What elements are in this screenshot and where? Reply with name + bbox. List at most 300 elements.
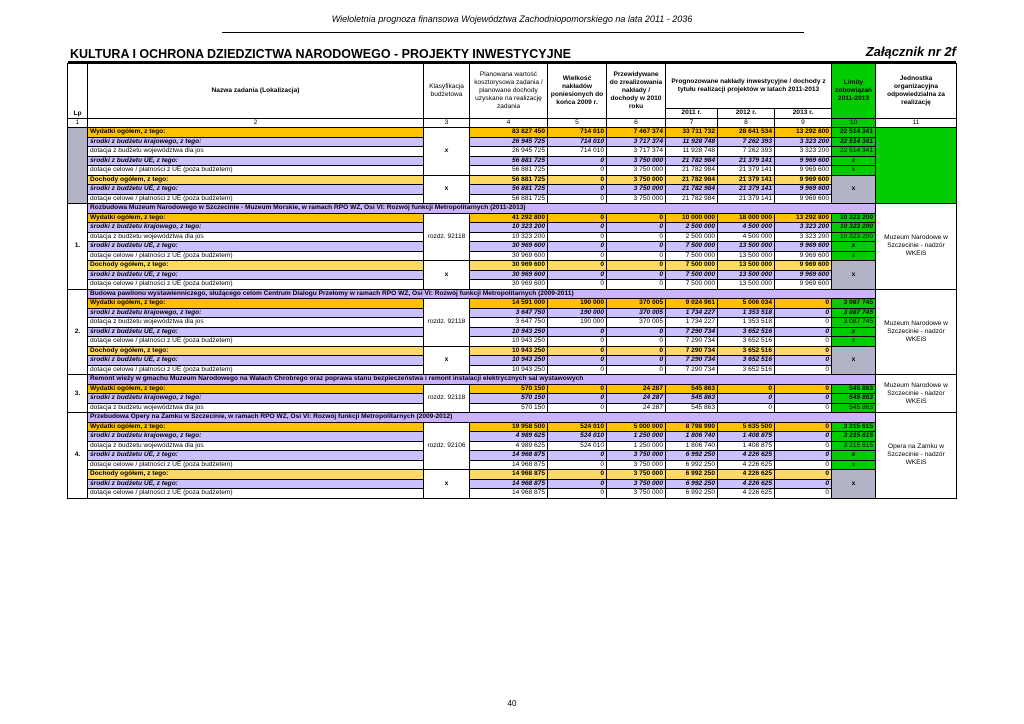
table-row — [68, 356, 957, 366]
value-cell: 0 — [775, 394, 832, 404]
value-cell: 0 — [548, 242, 607, 252]
limit-cell: 545 863 — [832, 403, 876, 413]
value-cell: 0 — [548, 451, 607, 461]
value-cell: 3 750 000 — [607, 470, 666, 480]
table-row — [68, 403, 957, 413]
classification: x — [424, 346, 470, 375]
value-cell: 0 — [775, 403, 832, 413]
table-row — [68, 128, 957, 138]
value-cell: 56 881 725 — [470, 194, 548, 204]
value-cell: 6 992 250 — [666, 489, 718, 499]
header-lp: Lp — [68, 64, 88, 119]
value-cell: 21 379 141 — [718, 156, 775, 166]
value-cell: 9 969 600 — [775, 270, 832, 280]
project-title-row — [68, 375, 957, 385]
value-cell: 370 005 — [607, 308, 666, 318]
summary-lp — [68, 128, 88, 204]
project-name: Remont wieży w gmachu Muzeum Narodowego na Wałach Chrobrego oraz poprawa stanu bezpieczeństwa i remont instalacji elektrycznych sal wystawowych — [88, 375, 876, 385]
value-cell: 0 — [548, 346, 607, 356]
value-cell: 13 500 000 — [718, 242, 775, 252]
value-cell: 5 635 500 — [718, 422, 775, 432]
value-cell: 0 — [607, 346, 666, 356]
table-row — [68, 460, 957, 470]
classification: x — [424, 470, 470, 499]
table-row — [68, 261, 957, 271]
table-row — [68, 185, 957, 195]
colnum: 6 — [607, 118, 666, 128]
value-cell: 0 — [718, 403, 775, 413]
page-title: KULTURA I OCHRONA DZIEDZICTWA NARODOWEGO - PROJEKTY INWESTYCYJNE — [70, 47, 571, 61]
value-cell: 0 — [607, 280, 666, 290]
value-cell: 21 782 984 — [666, 175, 718, 185]
table-row — [68, 479, 957, 489]
value-cell: 18 000 000 — [718, 213, 775, 223]
value-cell: 7 262 393 — [718, 137, 775, 147]
value-cell: 0 — [548, 356, 607, 366]
value-cell: 30 969 600 — [470, 280, 548, 290]
value-cell: 3 750 000 — [607, 185, 666, 195]
value-cell: 4 989 625 — [470, 432, 548, 442]
value-cell: 83 827 450 — [470, 128, 548, 138]
value-cell: 21 379 141 — [718, 166, 775, 176]
row-label: środki z budżetu UE, z tego: — [88, 242, 424, 252]
value-cell: 2 500 000 — [666, 223, 718, 233]
value-cell: 9 969 600 — [775, 280, 832, 290]
value-cell: 0 — [548, 251, 607, 261]
value-cell: 0 — [607, 270, 666, 280]
value-cell: 0 — [548, 194, 607, 204]
value-cell: 7 290 734 — [666, 337, 718, 347]
colnum: 2 — [88, 118, 424, 128]
value-cell: 0 — [775, 327, 832, 337]
row-label: dotacje celowe / płatności z UE (poza budżetem) — [88, 194, 424, 204]
value-cell: 4 989 625 — [470, 441, 548, 451]
value-cell: 24 287 — [607, 403, 666, 413]
value-cell: 0 — [607, 261, 666, 271]
value-cell: 0 — [548, 327, 607, 337]
value-cell: 33 711 732 — [666, 128, 718, 138]
value-cell: 3 652 516 — [718, 346, 775, 356]
limit-cell: x — [832, 175, 876, 204]
table-row — [68, 137, 957, 147]
value-cell: 10 323 200 — [470, 232, 548, 242]
project-lp: 4. — [68, 413, 88, 499]
value-cell: 3 647 750 — [470, 318, 548, 328]
value-cell: 14 968 875 — [470, 451, 548, 461]
header-year-2013: 2013 r. — [775, 109, 832, 119]
value-cell: 0 — [718, 384, 775, 394]
header-row — [68, 64, 957, 109]
row-label: środki z budżetu UE, z tego: — [88, 327, 424, 337]
value-cell: 3 750 000 — [607, 194, 666, 204]
value-cell: 3 652 516 — [718, 365, 775, 375]
value-cell: 13 500 000 — [718, 251, 775, 261]
value-cell: 3 717 374 — [607, 137, 666, 147]
value-cell: 3 750 000 — [607, 166, 666, 176]
value-cell: 0 — [607, 365, 666, 375]
value-cell: 0 — [548, 384, 607, 394]
colnum: 4 — [470, 118, 548, 128]
row-label: dotacja z budżetu województwa dla jos — [88, 403, 424, 413]
limit-cell: x — [832, 451, 876, 461]
colnum: 8 — [718, 118, 775, 128]
value-cell: 3 652 516 — [718, 327, 775, 337]
value-cell: 7 290 734 — [666, 365, 718, 375]
value-cell: 4 226 625 — [718, 479, 775, 489]
value-cell: 8 798 990 — [666, 422, 718, 432]
value-cell: 26 945 725 — [470, 137, 548, 147]
value-cell: 0 — [718, 394, 775, 404]
value-cell: 524 010 — [548, 422, 607, 432]
value-cell: 9 969 600 — [775, 194, 832, 204]
value-cell: 1 806 740 — [666, 441, 718, 451]
colnum: 3 — [424, 118, 470, 128]
value-cell: 21 782 984 — [666, 194, 718, 204]
value-cell: 0 — [775, 365, 832, 375]
table-row — [68, 232, 957, 242]
value-cell: 0 — [775, 422, 832, 432]
value-cell: 0 — [548, 232, 607, 242]
value-cell: 2 500 000 — [666, 232, 718, 242]
value-cell: 0 — [775, 318, 832, 328]
value-cell: 3 717 374 — [607, 147, 666, 157]
value-cell: 4 226 625 — [718, 460, 775, 470]
colnum: 9 — [775, 118, 832, 128]
table-row — [68, 327, 957, 337]
table-row — [68, 365, 957, 375]
value-cell: 56 881 725 — [470, 185, 548, 195]
value-cell: 21 379 141 — [718, 194, 775, 204]
row-label: środki z budżetu UE, z tego: — [88, 185, 424, 195]
value-cell: 524 010 — [548, 441, 607, 451]
value-cell: 0 — [548, 156, 607, 166]
value-cell: 0 — [775, 299, 832, 309]
project-title-row — [68, 413, 957, 423]
value-cell: 11 928 748 — [666, 137, 718, 147]
table-row — [68, 489, 957, 499]
value-cell: 10 943 250 — [470, 356, 548, 366]
limit-cell: 3 087 745 — [832, 299, 876, 309]
row-label: środki z budżetu UE, z tego: — [88, 270, 424, 280]
project-unit: Muzeum Narodowe w Szczecinie - nadzór WKEiS — [876, 375, 957, 413]
value-cell: 14 591 000 — [470, 299, 548, 309]
value-cell: 4 500 000 — [718, 232, 775, 242]
table-row — [68, 280, 957, 290]
limit-cell: 10 323 200 — [832, 232, 876, 242]
value-cell: 4 226 625 — [718, 489, 775, 499]
value-cell: 714 010 — [548, 128, 607, 138]
value-cell: 1 250 000 — [607, 432, 666, 442]
value-cell: 26 945 725 — [470, 147, 548, 157]
header-unit: Jednostka organizacyjna odpowiedzialna za realizację — [876, 64, 957, 119]
table-row — [68, 318, 957, 328]
value-cell: 0 — [548, 175, 607, 185]
header-planned-2010: Przewidywane do zrealizowania nakłady / dochody w 2010 roku — [607, 64, 666, 119]
value-cell: 0 — [548, 394, 607, 404]
investment-table — [67, 63, 957, 499]
value-cell: 3 323 200 — [775, 223, 832, 233]
value-cell: 21 379 141 — [718, 185, 775, 195]
table-row — [68, 175, 957, 185]
limit-cell: x — [832, 470, 876, 499]
value-cell: 545 863 — [666, 403, 718, 413]
annex-label: Załącznik nr 2f — [865, 44, 956, 59]
project-name: Budowa pawilonu wystawienniczego, służącego celom Centrum Dialogu Przełomy w ramach RPO WZ, Osi VI: Rozwój funkcji Metropolitarnych (2009-2011) — [88, 289, 876, 299]
value-cell: 9 969 600 — [775, 156, 832, 166]
row-label: dotacja z budżetu województwa dla jos — [88, 441, 424, 451]
value-cell: 0 — [548, 337, 607, 347]
value-cell: 0 — [775, 489, 832, 499]
value-cell: 570 150 — [470, 403, 548, 413]
value-cell: 9 024 961 — [666, 299, 718, 309]
value-cell: 1 734 227 — [666, 308, 718, 318]
row-label: środki z budżetu krajowego, z tego: — [88, 223, 424, 233]
row-label: środki z budżetu krajowego, z tego: — [88, 394, 424, 404]
value-cell: 3 652 516 — [718, 337, 775, 347]
table-row — [68, 213, 957, 223]
value-cell: 56 881 725 — [470, 156, 548, 166]
limit-cell: 3 087 745 — [832, 318, 876, 328]
value-cell: 4 226 625 — [718, 470, 775, 480]
value-cell: 1 353 518 — [718, 318, 775, 328]
header-planned-cost: Planowana wartość kosztorysowa zadania / planowane dochody uzyskane na realizację zadania — [470, 64, 548, 119]
row-label: dotacje celowe / płatności z UE (poza budżetem) — [88, 365, 424, 375]
value-cell: 0 — [607, 242, 666, 252]
value-cell: 714 010 — [548, 137, 607, 147]
value-cell: 545 863 — [666, 384, 718, 394]
value-cell: 14 968 875 — [470, 460, 548, 470]
header-name: Nazwa zadania (Lokalizacja) — [88, 64, 424, 119]
table-row — [68, 223, 957, 233]
table-row — [68, 147, 957, 157]
value-cell: 7 262 393 — [718, 147, 775, 157]
value-cell: 7 500 000 — [666, 270, 718, 280]
value-cell: 190 000 — [548, 308, 607, 318]
value-cell: 0 — [548, 365, 607, 375]
value-cell: 0 — [548, 185, 607, 195]
limit-cell: 3 215 615 — [832, 432, 876, 442]
row-label: Wydatki ogółem, z tego: — [88, 422, 424, 432]
colnum: 10 — [832, 118, 876, 128]
value-cell: 0 — [548, 470, 607, 480]
header-rule — [222, 32, 804, 33]
row-label: dotacja z budżetu województwa dla jos — [88, 147, 424, 157]
table-row — [68, 156, 957, 166]
row-label: Dochody ogółem, z tego: — [88, 175, 424, 185]
value-cell: 19 958 500 — [470, 422, 548, 432]
value-cell: 0 — [775, 432, 832, 442]
value-cell: 0 — [607, 327, 666, 337]
limit-cell: x — [832, 166, 876, 176]
colnum: 7 — [666, 118, 718, 128]
value-cell: 6 992 250 — [666, 451, 718, 461]
row-label: Dochody ogółem, z tego: — [88, 470, 424, 480]
project-title-row — [68, 204, 957, 214]
value-cell: 570 150 — [470, 384, 548, 394]
row-label: Dochody ogółem, z tego: — [88, 261, 424, 271]
value-cell: 0 — [548, 213, 607, 223]
value-cell: 10 943 250 — [470, 337, 548, 347]
table-row — [68, 441, 957, 451]
row-label: Wydatki ogółem, z tego: — [88, 213, 424, 223]
value-cell: 7 500 000 — [666, 251, 718, 261]
value-cell: 0 — [607, 337, 666, 347]
row-label: środki z budżetu krajowego, z tego: — [88, 432, 424, 442]
row-label: Wydatki ogółem, z tego: — [88, 299, 424, 309]
value-cell: 6 992 250 — [666, 460, 718, 470]
project-lp: 3. — [68, 375, 88, 413]
value-cell: 13 500 000 — [718, 280, 775, 290]
limit-cell: x — [832, 251, 876, 261]
value-cell: 0 — [775, 308, 832, 318]
table-body — [68, 64, 957, 499]
column-number-row — [68, 118, 957, 128]
table-row — [68, 451, 957, 461]
value-cell: 10 943 250 — [470, 327, 548, 337]
classification: rozdz. 92118 — [424, 213, 470, 261]
value-cell: 3 750 000 — [607, 489, 666, 499]
value-cell: 1 806 740 — [666, 432, 718, 442]
limit-cell: 545 863 — [832, 384, 876, 394]
value-cell: 570 150 — [470, 394, 548, 404]
value-cell: 21 782 984 — [666, 185, 718, 195]
row-label: dotacje celowe / płatności z UE (poza budżetem) — [88, 460, 424, 470]
value-cell: 14 968 875 — [470, 470, 548, 480]
value-cell: 0 — [548, 166, 607, 176]
value-cell: 30 969 600 — [470, 261, 548, 271]
value-cell: 0 — [548, 261, 607, 271]
value-cell: 11 928 748 — [666, 147, 718, 157]
value-cell: 24 287 — [607, 384, 666, 394]
value-cell: 0 — [548, 489, 607, 499]
value-cell: 7 290 734 — [666, 356, 718, 366]
limit-cell: x — [832, 242, 876, 252]
row-label: Dochody ogółem, z tego: — [88, 346, 424, 356]
table-row — [68, 432, 957, 442]
classification: rozdz. 92118 — [424, 299, 470, 347]
value-cell: 3 647 750 — [470, 308, 548, 318]
value-cell: 13 500 000 — [718, 261, 775, 271]
table-row — [68, 242, 957, 252]
limit-cell: 3 215 615 — [832, 422, 876, 432]
value-cell: 28 641 534 — [718, 128, 775, 138]
value-cell: 0 — [607, 213, 666, 223]
limit-cell: x — [832, 337, 876, 347]
value-cell: 4 500 000 — [718, 223, 775, 233]
value-cell: 9 969 600 — [775, 251, 832, 261]
header-classification: Klasyfikacja budżetowa — [424, 64, 470, 119]
row-label: Wydatki ogółem, z tego: — [88, 384, 424, 394]
limit-cell: x — [832, 460, 876, 470]
colnum: 1 — [68, 118, 88, 128]
value-cell: 1 408 875 — [718, 432, 775, 442]
summary-unit — [876, 128, 957, 204]
header-spent-2009: Wielkość nakładów poniesionych do końca 2009 r. — [548, 64, 607, 119]
value-cell: 21 782 984 — [666, 166, 718, 176]
value-cell: 7 500 000 — [666, 242, 718, 252]
value-cell: 9 969 600 — [775, 242, 832, 252]
table-row — [68, 270, 957, 280]
value-cell: 10 323 200 — [470, 223, 548, 233]
value-cell: 9 969 600 — [775, 185, 832, 195]
limit-cell: 22 514 341 — [832, 137, 876, 147]
table-row — [68, 299, 957, 309]
value-cell: 3 652 516 — [718, 356, 775, 366]
limit-cell: 10 323 200 — [832, 223, 876, 233]
project-name: Rozbudowa Muzeum Narodowego w Szczecinie - Muzeum Morskie, w ramach RPO WZ, Osi VI: Rozwój funkcji Metropolitarnych (2011-2013) — [88, 204, 876, 214]
value-cell: 0 — [775, 346, 832, 356]
value-cell: 41 292 800 — [470, 213, 548, 223]
value-cell: 6 992 250 — [666, 470, 718, 480]
value-cell: 1 353 518 — [718, 308, 775, 318]
value-cell: 0 — [548, 280, 607, 290]
value-cell: 370 005 — [607, 299, 666, 309]
value-cell: 7 500 000 — [666, 280, 718, 290]
header-year-2011: 2011 r. — [666, 109, 718, 119]
value-cell: 545 863 — [666, 394, 718, 404]
value-cell: 3 750 000 — [607, 451, 666, 461]
row-label: dotacja z budżetu województwa dla jos — [88, 318, 424, 328]
value-cell: 0 — [607, 356, 666, 366]
row-label: Wydatki ogółem, z tego: — [88, 128, 424, 138]
limit-cell: 3 087 745 — [832, 308, 876, 318]
row-label: środki z budżetu krajowego, z tego: — [88, 308, 424, 318]
project-name: Przebudowa Opery na Zamku w Szczecinie, w ramach RPO WZ, Osi VI: Rozwój funkcji Metropolitarnych (2009-2012) — [88, 413, 876, 423]
value-cell: 21 782 984 — [666, 156, 718, 166]
classification: x — [424, 261, 470, 290]
table-row — [68, 337, 957, 347]
row-label: środki z budżetu UE, z tego: — [88, 356, 424, 366]
page-header: Wieloletnia prognoza finansowa Województwa Zachodniopomorskiego na lata 2011 - 2036 — [331, 14, 693, 24]
value-cell: 3 323 200 — [775, 147, 832, 157]
limit-cell: 22 514 341 — [832, 147, 876, 157]
classification: x — [424, 128, 470, 176]
value-cell: 370 005 — [607, 318, 666, 328]
row-label: dotacje celowe / płatności z UE (poza budżetem) — [88, 489, 424, 499]
value-cell: 0 — [548, 270, 607, 280]
row-label: dotacje celowe / płatności z UE (poza budżetem) — [88, 166, 424, 176]
classification: x — [424, 175, 470, 204]
value-cell: 13 292 800 — [775, 213, 832, 223]
value-cell: 5 006 034 — [718, 299, 775, 309]
value-cell: 56 881 725 — [470, 166, 548, 176]
table-row — [68, 346, 957, 356]
header-year-2012: 2012 r. — [718, 109, 775, 119]
limit-cell: x — [832, 261, 876, 290]
limit-cell: 10 323 200 — [832, 213, 876, 223]
value-cell: 3 750 000 — [607, 175, 666, 185]
row-label: środki z budżetu UE, z tego: — [88, 156, 424, 166]
value-cell: 0 — [607, 223, 666, 233]
value-cell: 0 — [607, 232, 666, 242]
table-row — [68, 194, 957, 204]
value-cell: 30 969 600 — [470, 270, 548, 280]
colnum: 11 — [876, 118, 957, 128]
value-cell: 10 000 000 — [666, 213, 718, 223]
value-cell: 0 — [548, 460, 607, 470]
table-row — [68, 470, 957, 480]
classification: rozdz. 92118 — [424, 384, 470, 413]
limit-cell: x — [832, 346, 876, 375]
value-cell: 0 — [775, 470, 832, 480]
limit-cell: x — [832, 156, 876, 166]
value-cell: 13 292 800 — [775, 128, 832, 138]
value-cell: 190 000 — [548, 318, 607, 328]
value-cell: 9 969 600 — [775, 175, 832, 185]
value-cell: 14 968 875 — [470, 479, 548, 489]
row-label: dotacje celowe / płatności z UE (poza budżetem) — [88, 337, 424, 347]
row-label: dotacje celowe / płatności z UE (poza budżetem) — [88, 280, 424, 290]
